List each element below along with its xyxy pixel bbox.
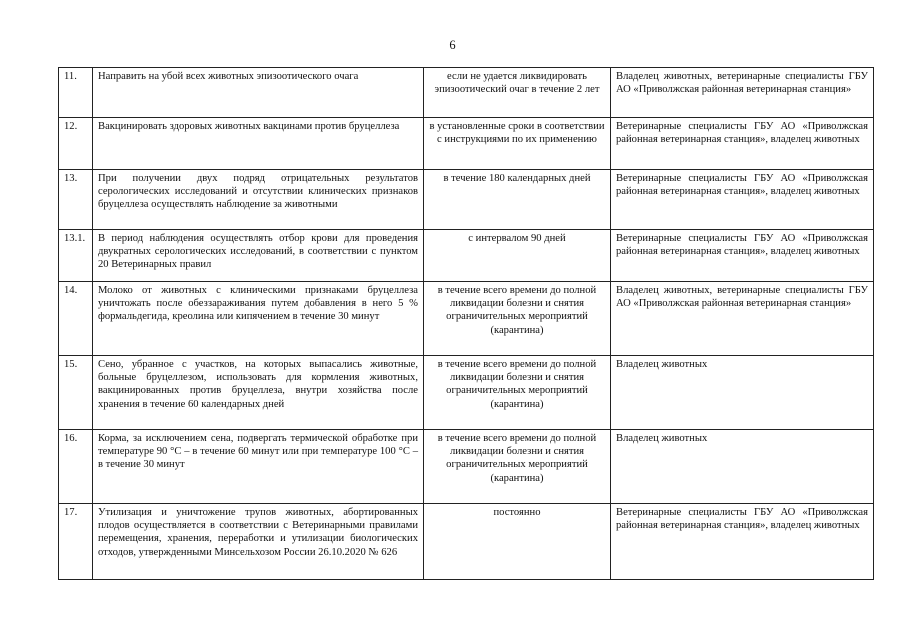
table-row (59, 282, 874, 356)
row-term: в течение всего времени до полной ликвидации болезни и снятия ограничительных мероприятий (карантина) (424, 430, 611, 504)
page-number: 6 (449, 38, 456, 52)
row-responsible: Ветеринарные специалисты ГБУ АО «Приволжская районная ветеринарная станция», владелец животных (611, 230, 874, 282)
row-term: постоянно (424, 504, 611, 580)
row-term: в течение всего времени до полной ликвидации болезни и снятия ограничительных мероприятий (карантина) (424, 282, 611, 356)
row-number: 14. (59, 282, 93, 356)
row-action: Вакцинировать здоровых животных вакцинами против бруцеллеза (93, 118, 424, 170)
row-responsible: Ветеринарные специалисты ГБУ АО «Приволжская районная ветеринарная станция», владелец животных (611, 118, 874, 170)
row-responsible: Владелец животных (611, 430, 874, 504)
row-number: 11. (59, 68, 93, 118)
table-row (59, 170, 874, 230)
row-action: Корма, за исключением сена, подвергать термической обработке при температуре 90 °С – в течение 60 минут или при температуре 100 °С – в течение 30 минут (93, 430, 424, 504)
table-row (59, 230, 874, 282)
row-action: В период наблюдения осуществлять отбор крови для проведения двукратных серологических исследований, в соответствии с пунктом 20 Ветеринарных правил (93, 230, 424, 282)
row-number: 13.1. (59, 230, 93, 282)
row-term: с интервалом 90 дней (424, 230, 611, 282)
row-number: 17. (59, 504, 93, 580)
row-term: в течение 180 календарных дней (424, 170, 611, 230)
row-number: 13. (59, 170, 93, 230)
row-action: Направить на убой всех животных эпизоотического очага (93, 68, 424, 118)
row-number: 12. (59, 118, 93, 170)
table-row (59, 504, 874, 580)
row-action: Молоко от животных с клиническими признаками бруцеллеза уничтожать после обеззараживания путем добавления в него 5 % формальдегида, креолина или кипячением в течение 30 минут (93, 282, 424, 356)
row-term: если не удается ликвидировать эпизоотический очаг в течение 2 лет (424, 68, 611, 118)
table-row (59, 430, 874, 504)
row-responsible: Владелец животных, ветеринарные специалисты ГБУ АО «Приволжская районная ветеринарная станция» (611, 282, 874, 356)
row-term: в течение всего времени до полной ликвидации болезни и снятия ограничительных мероприятий (карантина) (424, 356, 611, 430)
row-term: в установленные сроки в соответствии с инструкциями по их применению (424, 118, 611, 170)
row-action: При получении двух подряд отрицательных результатов серологических исследований и отсутствии клинических признаков бруцеллеза осуществлять наблюдение за животными (93, 170, 424, 230)
row-responsible: Владелец животных, ветеринарные специалисты ГБУ АО «Приволжская районная ветеринарная станция» (611, 68, 874, 118)
table-row (59, 118, 874, 170)
row-action: Утилизация и уничтожение трупов животных, абортированных плодов осуществляется в соответствии с Ветеринарными правилами перемещения, хранения, переработки и утилизации биологических отходов, утвержденными Минсельхозом России 26.10.2020 № 626 (93, 504, 424, 580)
measures-table (58, 67, 874, 580)
table-row (59, 356, 874, 430)
row-number: 16. (59, 430, 93, 504)
row-action: Сено, убранное с участков, на которых выпасались животные, больные бруцеллезом, использовать для кормления животных, вакцинированных против бруцеллеза, внутри хозяйства после хранения в течение 60 календарных дней (93, 356, 424, 430)
row-number: 15. (59, 356, 93, 430)
table-row (59, 68, 874, 118)
row-responsible: Владелец животных (611, 356, 874, 430)
row-responsible: Ветеринарные специалисты ГБУ АО «Приволжская районная ветеринарная станция», владелец животных (611, 504, 874, 580)
row-responsible: Ветеринарные специалисты ГБУ АО «Приволжская районная ветеринарная станция», владелец животных (611, 170, 874, 230)
